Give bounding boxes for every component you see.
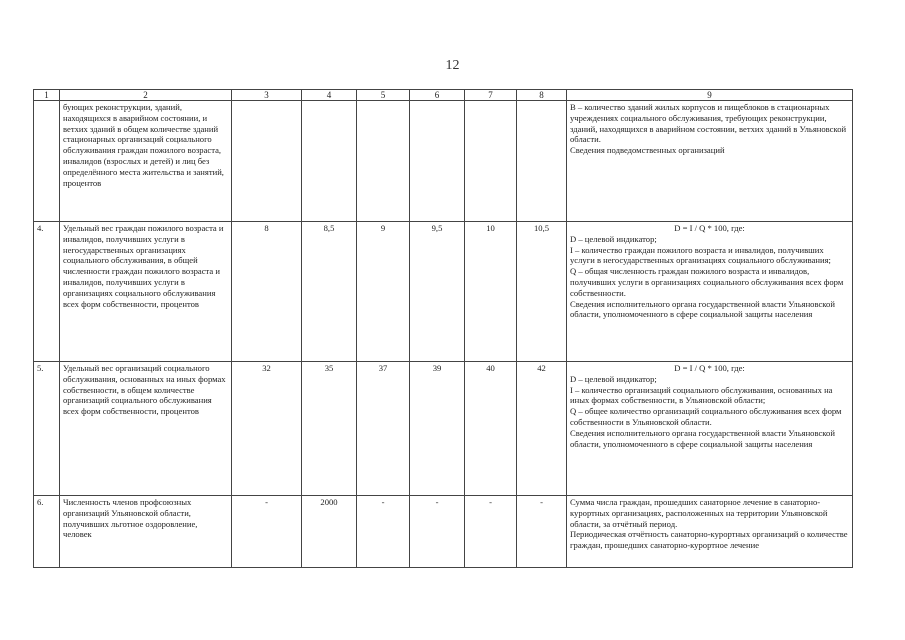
- header-cell: 5: [357, 90, 410, 101]
- description-cell: [567, 496, 853, 568]
- header-cell: 2: [60, 90, 232, 101]
- description-cell: [567, 101, 853, 222]
- description-line: Периодическая отчётность санаторно-курортных организаций о количестве граждан, прошедших санаторно-курортное лечение: [570, 529, 848, 551]
- description-line: Сведения исполнительного органа государственной власти Ульяновской области, уполномоченного в сфере социальной защиты населения: [570, 298, 835, 320]
- value-cell: 10: [465, 222, 517, 362]
- value-cell: 9,5: [410, 222, 465, 362]
- value-cell: 9: [357, 222, 410, 362]
- value-cell: -: [232, 496, 302, 568]
- value-cell: [465, 101, 517, 222]
- table-row: [34, 362, 853, 496]
- value-cell: -: [465, 496, 517, 568]
- table-row: [34, 101, 853, 222]
- header-cell: 1: [34, 90, 60, 101]
- header-cell: 3: [232, 90, 302, 101]
- value-cell: 39: [410, 362, 465, 496]
- value-cell: [517, 101, 567, 222]
- header-cell: 8: [517, 90, 567, 101]
- description-line: D – целевой индикатор;: [570, 233, 657, 244]
- value-cell: 40: [465, 362, 517, 496]
- indicator-name: бующих реконструкции, зданий, находящихся в аварийном состоянии, и ветхих зданий в общем количестве зданий стационарных организаций социального обслуживания граждан пожилого возраста, инвалидов (взрослых и детей) и лиц без определённого места жительства и занятий, процентов: [60, 101, 232, 222]
- formula: D = I / Q * 100, где:: [674, 223, 745, 233]
- value-cell: 37: [357, 362, 410, 496]
- description-cell: [567, 222, 853, 362]
- value-cell: [410, 101, 465, 222]
- value-cell: -: [517, 496, 567, 568]
- value-cell: 35: [302, 362, 357, 496]
- indicator-table: [33, 89, 853, 568]
- value-cell: -: [357, 496, 410, 568]
- indicator-name: Численность членов профсоюзных организаций Ульяновской области, получивших льготное оздоровление, человек: [60, 496, 232, 568]
- description-line: Сведения подведомственных организаций: [570, 145, 725, 156]
- row-number: 4.: [34, 222, 60, 362]
- indicator-name: Удельный вес организаций социального обслуживания, основанных на иных формах собственности, в общем количестве организаций социального обслуживания всех форм собственности, процентов: [60, 362, 232, 496]
- description-line: В – количество зданий жилых корпусов и пищеблоков в стационарных учреждениях социального обслуживания, требующих реконструкции, зданий, находящихся в аварийном состоянии, ветхих зданий в Ульяновской области.: [570, 102, 847, 145]
- description-line: I – количество граждан пожилого возраста и инвалидов, получивших услуги в негосударственных организациях социального обслуживания;: [570, 244, 831, 266]
- page-number: 12: [445, 58, 460, 73]
- description-line: Сведения исполнительного органа государственной власти Ульяновской области, уполномоченного в сфере социальной защиты населения: [570, 427, 835, 449]
- table-row: [34, 496, 853, 568]
- description-cell: [567, 362, 853, 496]
- value-cell: 32: [232, 362, 302, 496]
- header-row: [34, 90, 853, 101]
- indicator-name: Удельный вес граждан пожилого возраста и инвалидов, получивших услуги в негосударственных организациях социального обслуживания, в общей численности граждан пожилого возраста и инвалидов, получивших услуги в организациях социального обслуживания всех форм собственности, процентов: [60, 222, 232, 362]
- value-cell: [357, 101, 410, 222]
- row-number: [34, 101, 60, 222]
- description-line: Q – общее количество организаций социального обслуживания всех форм собственности в Ульяновской области.: [570, 406, 842, 427]
- value-cell: [232, 101, 302, 222]
- description-line: Сумма числа граждан, прошедших санаторное лечение в санаторно-курортных организациях, расположенных на территории Ульяновской области, за отчётный период.: [570, 497, 828, 529]
- value-cell: 10,5: [517, 222, 567, 362]
- row-number: 6.: [34, 496, 60, 568]
- header-cell: 9: [567, 90, 853, 101]
- value-cell: 8,5: [302, 222, 357, 362]
- value-cell: 8: [232, 222, 302, 362]
- formula: D = I / Q * 100, где:: [674, 363, 745, 373]
- description-line: Q – общая численность граждан пожилого возраста и инвалидов, получивших услуги в организациях социального обслуживания всех форм собственности.: [570, 266, 844, 298]
- description-line: I – количество организаций социального обслуживания, основанных на иных формах собственности, в Ульяновской области;: [570, 384, 833, 406]
- table-row: [34, 222, 853, 362]
- header-cell: 6: [410, 90, 465, 101]
- description-line: D – целевой индикатор;: [570, 373, 657, 384]
- header-cell: 4: [302, 90, 357, 101]
- value-cell: 2000: [302, 496, 357, 568]
- header-cell: 7: [465, 90, 517, 101]
- value-cell: [302, 101, 357, 222]
- value-cell: -: [410, 496, 465, 568]
- row-number: 5.: [34, 362, 60, 496]
- value-cell: 42: [517, 362, 567, 496]
